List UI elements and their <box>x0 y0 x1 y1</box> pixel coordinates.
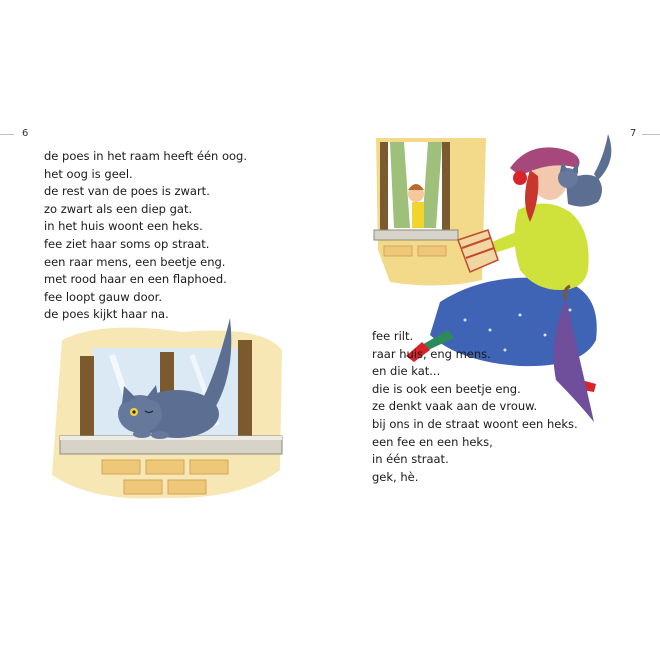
text-line: gek, hè. <box>372 469 419 484</box>
left-page-text <box>44 148 247 324</box>
page-number-left: 6 <box>22 128 29 139</box>
text-line: die is ook een beetje eng. <box>372 381 521 396</box>
page-rule-right <box>642 134 660 135</box>
text-line: de poes in het raam heeft één oog. <box>44 149 248 163</box>
text-line: fee loopt gauw door. <box>44 289 162 304</box>
text-line: bij ons in de straat woont een heks. <box>372 416 578 431</box>
text-line: de rest van de poes is zwart. <box>44 184 210 199</box>
text-line: ze denkt vaak aan de vrouw. <box>372 399 538 414</box>
text-line: een raar mens, een beetje eng. <box>44 254 226 269</box>
text-line: in het huis woont een heks. <box>44 219 203 234</box>
text-line: het oog is geel. <box>44 166 133 181</box>
text-line: raar huis, eng mens. <box>372 346 491 361</box>
text-line: en die kat... <box>372 364 441 379</box>
text-line: fee ziet haar soms op straat. <box>44 236 210 251</box>
page-number-right: 7 <box>630 128 637 139</box>
cat-window-illustration <box>42 310 292 510</box>
text-line: fee rilt. <box>372 329 414 343</box>
text-line: zo zwart als een diep gat. <box>44 201 193 216</box>
text-line: met rood haar en een flaphoed. <box>44 272 227 287</box>
text-line: een fee en een heks, <box>372 434 493 449</box>
page-rule-left <box>0 134 14 135</box>
right-page-text <box>372 328 578 486</box>
text-line: in één straat. <box>372 452 449 467</box>
right-page <box>330 0 660 660</box>
text-line: de poes kijkt haar na. <box>44 307 169 322</box>
